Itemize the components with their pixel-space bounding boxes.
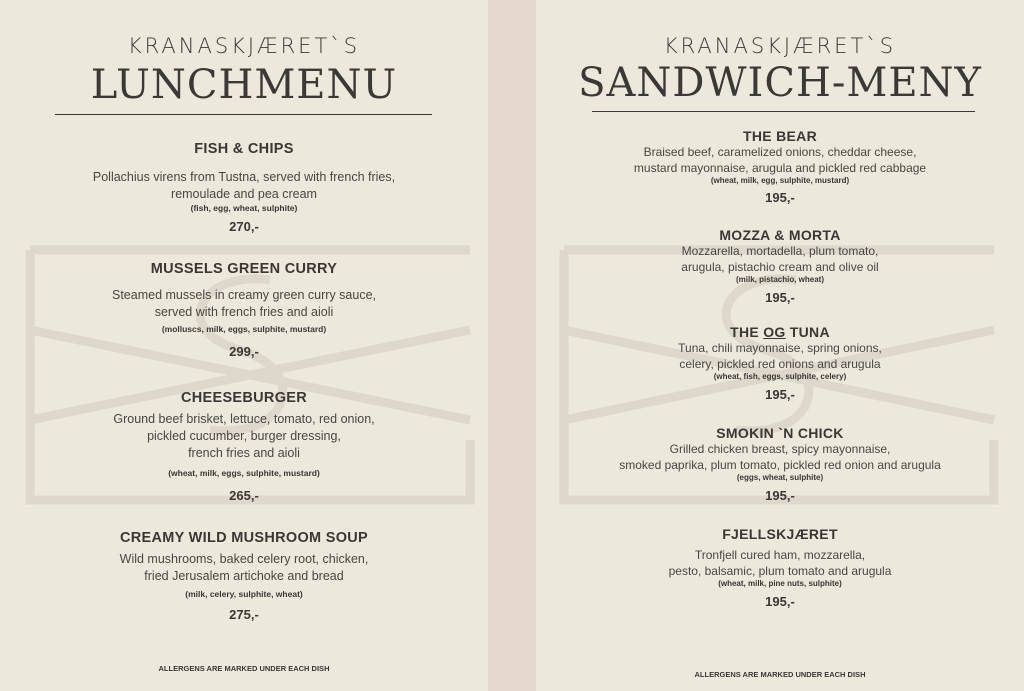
dish-description: celery, pickled red onions and arugula <box>679 357 881 371</box>
dish-allergens: (wheat, milk, pine nuts, sulphite) <box>718 579 842 588</box>
dish-allergens: (fish, egg, wheat, sulphite) <box>190 203 298 213</box>
sandwich-menu-page <box>536 0 1024 691</box>
title-divider <box>55 114 432 115</box>
dish-description: Pollachius virens from Tustna, served with french fries, <box>92 170 396 184</box>
dish-name: SMOKIN `N CHICK <box>716 425 844 441</box>
dish-the-bear <box>536 128 1024 205</box>
dish-name: FISH & CHIPS <box>194 141 294 157</box>
dish-price: 275,- <box>229 607 259 622</box>
dish-allergens: (molluscs, milk, eggs, sulphite, mustard) <box>161 324 327 334</box>
dish-description: Grilled chicken breast, spicy mayonnaise, <box>669 442 891 456</box>
dish-description: Mozzarella, mortadella, plum tomato, <box>681 244 879 258</box>
dish-the-og-tuna <box>536 324 1024 402</box>
dish-name: THE BEAR <box>743 128 817 144</box>
lunch-menu-page <box>0 0 488 691</box>
dish-price: 195,- <box>765 488 795 503</box>
dish-wild-mushroom-soup <box>0 530 488 622</box>
dish-description: Braised beef, caramelized onions, cheddar cheese, <box>643 145 917 159</box>
dish-name: CHEESEBURGER <box>180 390 308 406</box>
dish-description: Tuna, chili mayonnaise, spring onions, <box>678 341 882 355</box>
dish-price: 299,- <box>229 344 259 359</box>
dish-price: 265,- <box>229 488 259 503</box>
dish-name: CREAMY WILD MUSHROOM SOUP <box>119 530 369 546</box>
dish-mozza-and-morta <box>536 227 1024 305</box>
dish-allergens: (wheat, milk, eggs, sulphite, mustard) <box>168 468 320 478</box>
dish-cheeseburger <box>0 390 488 503</box>
dish-mussels-green-curry <box>0 261 488 359</box>
allergen-note: ALLERGENS ARE MARKED UNDER EACH DISH <box>694 670 866 679</box>
dish-allergens: (milk, pistachio, wheat) <box>735 275 824 284</box>
dish-name: MOZZA & MORTA <box>719 227 841 243</box>
dish-allergens: (wheat, fish, eggs, sulphite, celery) <box>713 372 847 381</box>
dish-description: remoulade and pea cream <box>171 187 317 201</box>
dish-description: arugula, pistachio cream and olive oil <box>681 260 879 274</box>
dish-description: pickled cucumber, burger dressing, <box>147 429 341 443</box>
dish-description: fried Jerusalem artichoke and bread <box>144 569 344 583</box>
dish-name: FJELLSKJÆRET <box>722 526 838 542</box>
dish-description: french fries and aioli <box>188 446 300 460</box>
dish-description: served with french fries and aioli <box>154 305 334 319</box>
dish-allergens: (milk, celery, sulphite, wheat) <box>185 589 303 599</box>
dish-fish-and-chips <box>0 141 488 234</box>
dish-description: Tronfjell cured ham, mozzarella, <box>694 548 866 562</box>
title-divider <box>592 111 975 112</box>
dish-name: THE OG TUNA <box>730 324 830 340</box>
dish-allergens: (wheat, milk, egg, sulphite, mustard) <box>710 176 850 185</box>
menu-title: LUNCHMENU <box>90 62 398 108</box>
dish-smokin-n-chick <box>536 425 1024 503</box>
dish-fjellskjaeret <box>536 526 1024 609</box>
dish-description: pesto, balsamic, plum tomato and arugula <box>668 564 892 578</box>
dish-description: Wild mushrooms, baked celery root, chicken, <box>119 552 369 566</box>
dish-description: mustard mayonnaise, arugula and pickled red cabbage <box>633 161 927 175</box>
menu-title: SANDWICH-MENY <box>578 60 982 106</box>
dish-price: 270,- <box>229 219 259 234</box>
dish-price: 195,- <box>765 594 795 609</box>
dish-allergens: (eggs, wheat, sulphite) <box>736 473 824 482</box>
dish-description: smoked paprika, plum tomato, pickled red onion and arugula <box>619 458 941 472</box>
dish-price: 195,- <box>765 387 795 402</box>
dish-price: 195,- <box>765 290 795 305</box>
dish-description: Ground beef brisket, lettuce, tomato, red onion, <box>113 412 375 426</box>
menu-kicker: KRANASKJÆRET`S <box>127 34 361 58</box>
menu-kicker: KRANASKJÆRET`S <box>663 34 897 58</box>
dish-price: 195,- <box>765 190 795 205</box>
dish-name: MUSSELS GREEN CURRY <box>150 261 338 277</box>
dish-description: Steamed mussels in creamy green curry sauce, <box>112 288 376 302</box>
allergen-note: ALLERGENS ARE MARKED UNDER EACH DISH <box>158 664 330 673</box>
